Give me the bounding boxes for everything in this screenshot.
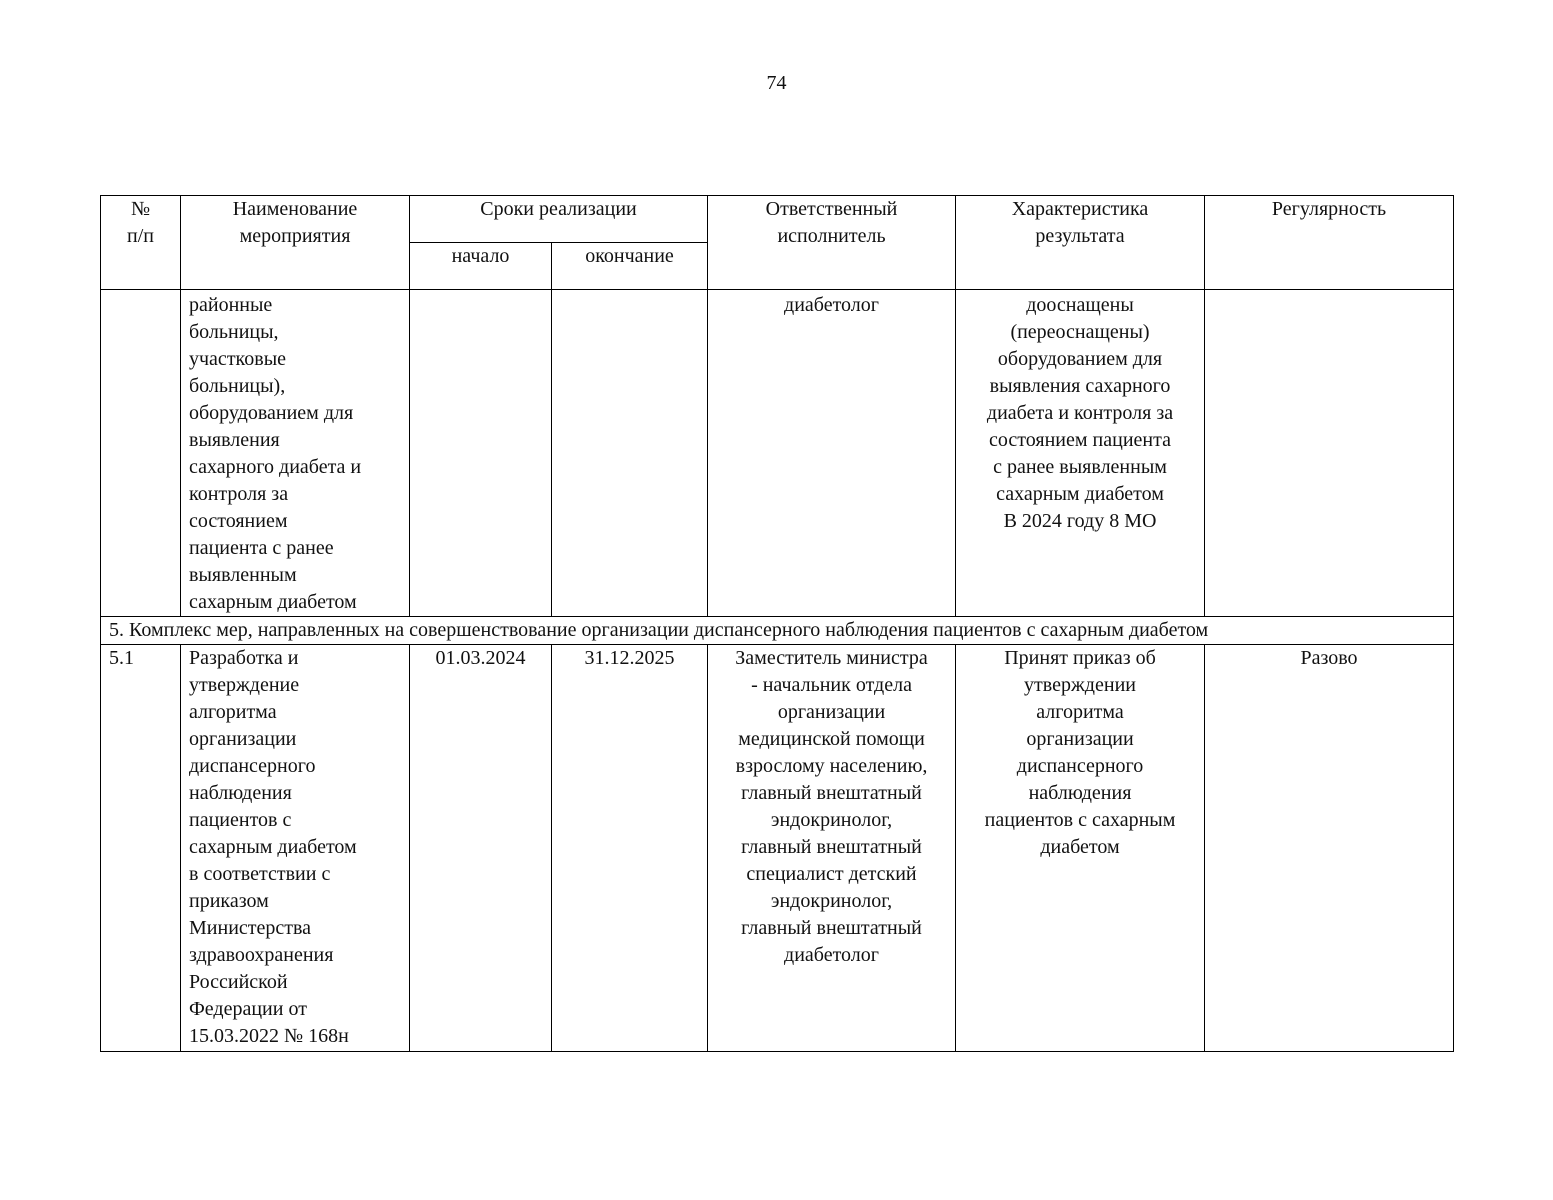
header-end: окончание	[552, 243, 708, 290]
header-terms: Сроки реализации	[410, 196, 708, 243]
section-title: 5. Комплекс мер, направленных на совершенствование организации диспансерного наблюдения пациентов с сахарным диабетом	[101, 617, 1454, 645]
cell-result: дооснащены (переоснащены) оборудованием для выявления сахарного диабета и контроля за состоянием пациента с ранее выявленным сахарным диабетом В 2024 году 8 МО	[956, 290, 1205, 617]
table-row-5-1	[101, 645, 1454, 1052]
cell-regularity	[1205, 290, 1454, 617]
header-num: № п/п	[101, 196, 181, 290]
header-name: Наименование мероприятия	[181, 196, 410, 290]
cell-start: 01.03.2024	[410, 645, 552, 1052]
cell-num	[101, 290, 181, 617]
cell-end: 31.12.2025	[552, 645, 708, 1052]
section-row	[101, 617, 1454, 645]
header-responsible: Ответственный исполнитель	[708, 196, 956, 290]
header-result: Характеристика результата	[956, 196, 1205, 290]
table-header-row	[101, 196, 1454, 243]
cell-responsible: Заместитель министра - начальник отдела организации медицинской помощи взрослому населению, главный внештатный эндокринолог, главный внештатный специалист детский эндокринолог, главный внештатный диабетолог	[708, 645, 956, 1052]
cell-name: районные больницы, участковые больницы), оборудованием для выявления сахарного диабета и контроля за состоянием пациента с ранее выявленным сахарным диабетом	[181, 290, 410, 617]
table-row-continued	[101, 290, 1454, 617]
header-start: начало	[410, 243, 552, 290]
cell-regularity: Разово	[1205, 645, 1454, 1052]
cell-name: Разработка и утверждение алгоритма организации диспансерного наблюдения пациентов с сахарным диабетом в соответствии с приказом Министерства здравоохранения Российской Федерации от 15.03.2022 № 168н	[181, 645, 410, 1052]
cell-end	[552, 290, 708, 617]
cell-responsible: диабетолог	[708, 290, 956, 617]
cell-num: 5.1	[101, 645, 181, 1052]
cell-result: Принят приказ об утверждении алгоритма организации диспансерного наблюдения пациентов с сахарным диабетом	[956, 645, 1205, 1052]
cell-start	[410, 290, 552, 617]
action-plan-table	[100, 195, 1454, 1052]
page-number: 74	[766, 72, 787, 94]
header-regularity: Регулярность	[1205, 196, 1454, 290]
